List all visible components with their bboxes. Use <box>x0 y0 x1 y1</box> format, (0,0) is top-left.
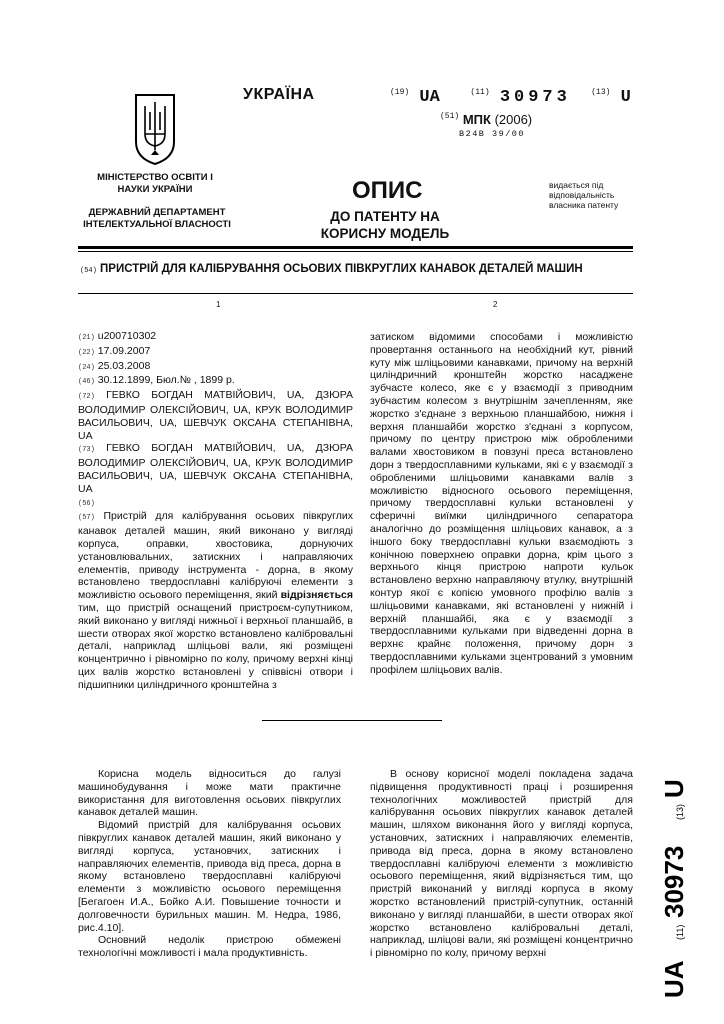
patent-code-line <box>390 88 631 107</box>
abstract-continuation: затиском відомими способами і можливістю провертання останнього на необхідний кут, рівний куту між шліцьовими канавками, причому на верхній циліндричний кронштейн жорстко насаджене зубчасте колесо, яке є у взаємодії з приводним зубчастим колесом з внутрішнім зачепленням, яке жорстко з'єднане з верхньою планшайбою, нижня і верхня планшайби жорстко з'єднані з корпусом, причому по центру пристрою між обробленими валами хвостовиком в повзуні преса встановлено дорн з твердосплавними кульками, які є у взаємодії з обробленими шліцьовими канавками валів з можливістю відносного осьового переміщення, причому твердосплавні кульки встановлені у сферичні виїмки циліндричного сепаратора аналогічно до розміщення шліцьових канавок, а з іншого боку твердосплавні кульки взаємодіють з конічною поверхнею оправки дорна, крім цього з верхнього кінця пристрою напроти кульок встановлено верхню направляючу втулку, внутрішній контур якої є копією умовного профілю валів з шліцьовими канавками, які встановлені у нижній і верхній планшайбі, яка є у взаємодії з твердосплавними кульками при відведенні дорна в верхнє крайнє положення, причому дорн з твердосплавними кульками зцентрований з умовним профілем шліцьових валів. <box>370 331 633 676</box>
side-patent-number <box>648 560 698 1020</box>
biblio-entry: (46) 30.12.1899, Бюл.№ , 1899 р. <box>78 374 235 387</box>
side-country: UA <box>659 960 689 998</box>
department-name: ДЕРЖАВНИЙ ДЕПАРТАМЕНТ ІНТЕЛЕКТУАЛЬНОЇ ВЛАСНОСТІ <box>83 207 231 230</box>
side-kind: U <box>659 779 689 798</box>
abstract-paragraph: (57) Пристрій для калібрування осьових півкруглих канавок деталей машин, який виконано у вигляді корпуса, оправки, хвостовика, дорнуючих установлювальних, затискних і направляючих елементів, приводу інструмента - дорна, в якому встановлено твердосплавні калібруючі елементи з можливістю осьового переміщення, який відрізняється тим, що пристрій оснащений пристроєм-супутником, який виконано у вигляді нижньої і верхньої планшайб, в шести отворах якої жорстко встановлено калібровальні деталі, наприклад шліцьові вали, які розміщені концентрично і рівномірно по колу, причому верхні кінці цих валів жорстко встановлені у співвісні отвори і підшипники циліндричного кронштейна з <box>78 510 353 691</box>
invention-title <box>80 263 583 275</box>
patent-number: 30973 <box>499 88 571 107</box>
biblio-entry: (24) 25.03.2008 <box>78 359 151 372</box>
title-rule <box>78 293 633 294</box>
coat-of-arms-trident-logo <box>133 92 177 166</box>
inid-code-51: (51) <box>440 112 460 121</box>
paragraph: Відомий пристрій для калібрування осьових півкруглих канавок деталей машин, який виконано у вигляді корпуса, установчих, затискних і направляючих елементів, привода від преса, дорна в якому встановлено твердосплавні калібруючі елементи з можливістю осьового переміщення [Бегагоен И.А., Бойко А.И. Повышение точности и долговечности бурильных машин. М. Недра, 1986, рис.4.10]. <box>78 819 341 934</box>
column-number-left: 1 <box>216 300 221 309</box>
document-title: ОПИС <box>352 177 423 204</box>
bibliographic-data <box>78 330 353 692</box>
description-left-column <box>78 768 341 960</box>
paragraph: Основний недолік пристрою обмежені технологічні можливості і мала продуктивність. <box>78 934 341 960</box>
ipc-class: B24B 39/00 <box>459 129 526 139</box>
characterizing-word: відрізняється <box>280 589 353 602</box>
paragraph: Корисна модель відноситься до галузі машинобудування і може мати практичне використання для виготовлення осьових півкруглих канавок деталей машин. <box>78 768 341 819</box>
issued-note: видається під відповідальність власника патенту <box>549 180 619 210</box>
ministry-name: МІНІСТЕРСТВО ОСВІТИ І НАУКИ УКРАЇНИ <box>97 172 213 195</box>
document-subtitle: ДО ПАТЕНТУ НА КОРИСНУ МОДЕЛЬ <box>320 209 450 241</box>
mpk-line <box>440 112 532 127</box>
paragraph: В основу корисної моделі покладена задача підвищення продуктивності праці і розширення технологічних можливостей пристрій для калібрування осьових півкруглих канавок деталей машин, шляхом виконання його у вигляді корпуса, установчих, затискних і направляючих елементів, привода від преса, дорна в якому встановлено твердосплавні калібруючі елементи з можливістю осьового переміщення, який відрізняється тим, що пристрій виконаний у вигляді корпуса в якому жорстко встановлений пристрій-супутник, останній виконано у вигляді планшайби, в шести отворах якої жорстко встановлено калібровальні деталі, наприклад, шліцові вали, які розміщені концентрично і рівномірно по колу, причому верхні <box>370 768 633 960</box>
country-code: UA <box>419 88 440 107</box>
biblio-entry: (22) 17.09.2007 <box>78 344 151 357</box>
country-name: УКРАЇНА <box>243 86 315 103</box>
mpk-year: (2006) <box>494 112 533 127</box>
inid-code-11: (11) <box>470 88 490 97</box>
biblio-entry: (56) <box>78 499 95 508</box>
side-inid-13: (13) <box>675 803 685 820</box>
inid-code-13: (13) <box>591 88 611 97</box>
mpk-label: МПК <box>462 112 491 127</box>
biblio-entry: (21) u200710302 <box>78 330 157 342</box>
invention-title-text: ПРИСТРІЙ ДЛЯ КАЛІБРУВАННЯ ОСЬОВИХ ПІВКРУГЛИХ КАНАВОК ДЕТАЛЕЙ МАШИН <box>100 263 583 275</box>
kind-code: U <box>620 88 631 107</box>
description-right-column <box>370 768 633 960</box>
header-rule-thick <box>78 246 633 249</box>
header-rule-thin <box>78 251 633 252</box>
column-number-right: 2 <box>493 300 498 309</box>
inid-code-54: (54) <box>80 267 97 275</box>
biblio-entry: (72) ГЕВКО БОГДАН МАТВІЙОВИЧ, UA, ДЗЮРА ВОЛОДИМИР ОЛЕКСІЙОВИЧ, UA, КРУК ВОЛОДИМИР ВАСИЛЬОВИЧ, UA, ШЕВЧУК ОКСАНА СТЕПАНІВНА, UA <box>78 389 353 442</box>
side-number: 30973 <box>659 845 689 918</box>
side-inid-11: (11) <box>675 924 685 940</box>
section-separator <box>262 720 442 721</box>
biblio-entry: (73) ГЕВКО БОГДАН МАТВІЙОВИЧ, UA, ДЗЮРА ВОЛОДИМИР ОЛЕКСІЙОВИЧ, UA, КРУК ВОЛОДИМИР ВАСИЛЬОВИЧ, UA, ШЕВЧУК ОКСАНА СТЕПАНІВНА, UA <box>78 442 353 495</box>
inid-code-19: (19) <box>390 88 410 97</box>
